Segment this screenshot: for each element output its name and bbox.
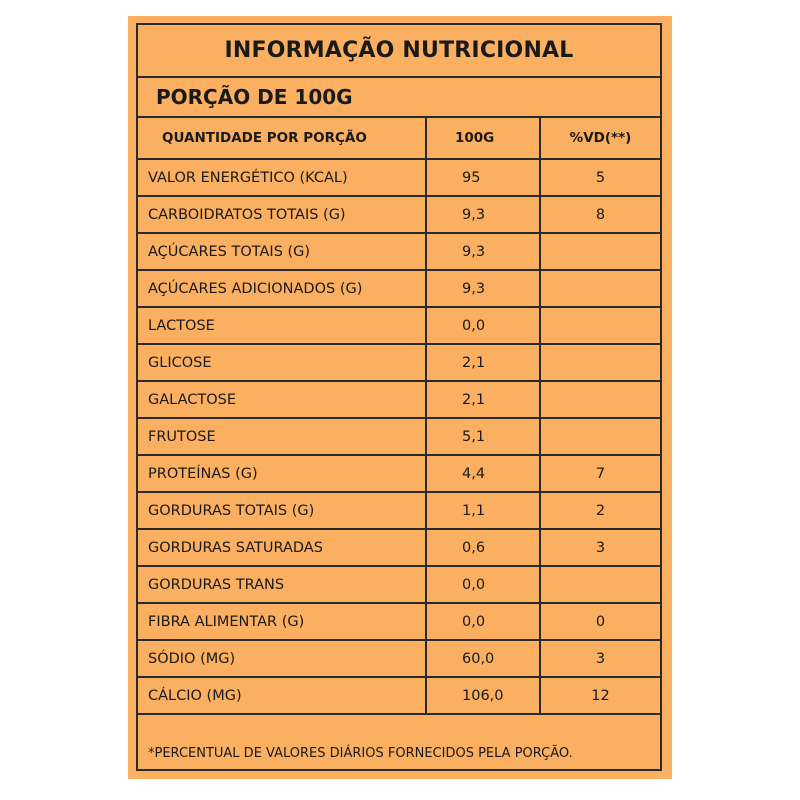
nutrient-name: AÇÚCARES TOTAIS (G) (138, 233, 426, 270)
table-row (138, 270, 660, 307)
nutrient-name: PROTEÍNAS (G) (138, 455, 426, 492)
nutrient-amount: 95 (426, 159, 540, 196)
nutrient-name: GALACTOSE (138, 381, 426, 418)
column-header-nutrient: QUANTIDADE POR PORÇÃO (138, 118, 426, 159)
portion-size: PORÇÃO DE 100G (138, 78, 660, 118)
nutrient-name: SÓDIO (MG) (138, 640, 426, 677)
nutrient-name: LACTOSE (138, 307, 426, 344)
nutrient-name: GORDURAS SATURADAS (138, 529, 426, 566)
nutrient-daily-value: 5 (540, 159, 660, 196)
nutrient-amount: 60,0 (426, 640, 540, 677)
nutrient-amount: 9,3 (426, 233, 540, 270)
nutrient-daily-value (540, 344, 660, 381)
table-row (138, 566, 660, 603)
nutrient-daily-value (540, 307, 660, 344)
nutrient-name: FIBRA ALIMENTAR (G) (138, 603, 426, 640)
nutrient-amount: 0,0 (426, 566, 540, 603)
column-header-amount: 100G (426, 118, 540, 159)
nutrition-table (138, 118, 660, 715)
nutrient-name: VALOR ENERGÉTICO (KCAL) (138, 159, 426, 196)
nutrient-daily-value (540, 233, 660, 270)
table-header-row (138, 118, 660, 159)
table-row (138, 640, 660, 677)
nutrient-daily-value: 3 (540, 640, 660, 677)
nutrition-title: INFORMAÇÃO NUTRICIONAL (138, 25, 660, 78)
nutrient-amount: 9,3 (426, 270, 540, 307)
table-row (138, 455, 660, 492)
column-header-daily-value: %VD(**) (540, 118, 660, 159)
nutrient-amount: 9,3 (426, 196, 540, 233)
nutrient-daily-value: 8 (540, 196, 660, 233)
nutrient-amount: 106,0 (426, 677, 540, 714)
table-row (138, 603, 660, 640)
nutrient-amount: 0,0 (426, 603, 540, 640)
table-row (138, 529, 660, 566)
nutrient-name: GORDURAS TOTAIS (G) (138, 492, 426, 529)
nutrient-daily-value: 2 (540, 492, 660, 529)
nutrition-table-frame (136, 23, 662, 771)
nutrient-name: CARBOIDRATOS TOTAIS (G) (138, 196, 426, 233)
nutrition-label (128, 16, 672, 779)
nutrient-amount: 1,1 (426, 492, 540, 529)
table-row (138, 159, 660, 196)
nutrient-amount: 4,4 (426, 455, 540, 492)
table-row (138, 344, 660, 381)
table-row (138, 381, 660, 418)
nutrient-daily-value: 3 (540, 529, 660, 566)
nutrient-amount: 0,6 (426, 529, 540, 566)
nutrient-amount: 2,1 (426, 344, 540, 381)
table-row (138, 196, 660, 233)
nutrient-daily-value (540, 381, 660, 418)
nutrient-amount: 0,0 (426, 307, 540, 344)
nutrient-amount: 5,1 (426, 418, 540, 455)
table-row (138, 233, 660, 270)
table-row (138, 418, 660, 455)
nutrient-name: GORDURAS TRANS (138, 566, 426, 603)
nutrient-daily-value: 12 (540, 677, 660, 714)
nutrient-daily-value (540, 566, 660, 603)
nutrient-daily-value (540, 418, 660, 455)
nutrient-name: AÇÚCARES ADICIONADOS (G) (138, 270, 426, 307)
nutrient-name: CÁLCIO (MG) (138, 677, 426, 714)
nutrient-name: GLICOSE (138, 344, 426, 381)
footnote: *PERCENTUAL DE VALORES DIÁRIOS FORNECIDOS PELA PORÇÃO. (148, 746, 573, 761)
nutrient-daily-value: 7 (540, 455, 660, 492)
nutrient-amount: 2,1 (426, 381, 540, 418)
nutrient-name: FRUTOSE (138, 418, 426, 455)
table-row (138, 677, 660, 714)
table-row (138, 492, 660, 529)
nutrient-daily-value (540, 270, 660, 307)
table-row (138, 307, 660, 344)
nutrient-daily-value: 0 (540, 603, 660, 640)
